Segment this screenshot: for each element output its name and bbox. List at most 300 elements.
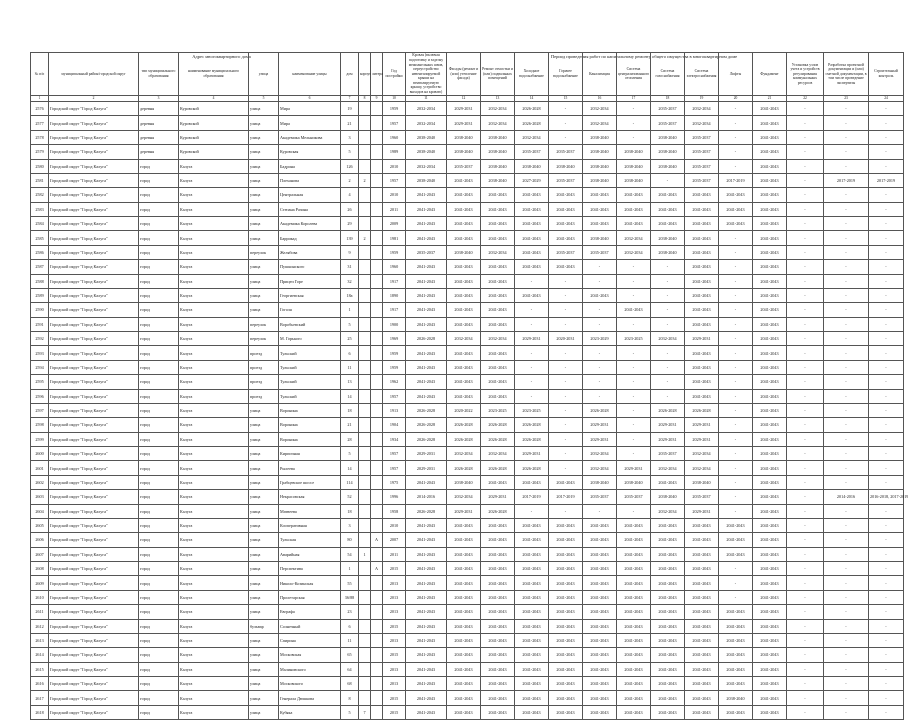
table-cell: - (869, 576, 904, 590)
table-cell: 2041-2043 (685, 633, 719, 647)
table-cell: 2041-2043 (753, 217, 787, 231)
table-row (31, 332, 904, 346)
column-header-24: Строительный контроль (869, 53, 904, 96)
table-cell: улица (249, 662, 279, 676)
table-cell (359, 648, 371, 662)
table-cell: Куровская (279, 145, 341, 159)
table-cell: - (787, 432, 824, 446)
table-cell: 1900 (383, 317, 406, 331)
table-cell: - (787, 317, 824, 331)
table-cell: 2032-2034 (447, 447, 481, 461)
table-cell: 2035-2037 (651, 447, 685, 461)
table-cell: 2041-2043 (549, 547, 583, 561)
table-cell: - (515, 274, 549, 288)
table-cell: - (869, 461, 904, 475)
table-cell (359, 389, 371, 403)
table-cell: 2041-2043 (406, 547, 447, 561)
table-cell: 2041-2043 (617, 217, 651, 231)
table-cell: Георгиевская (279, 288, 341, 302)
table-cell: Желябова (279, 245, 341, 259)
table-cell: 80 (341, 533, 359, 547)
table-cell (371, 217, 383, 231)
table-cell: город (139, 475, 179, 489)
table-cell: - (549, 504, 583, 518)
table-row (31, 705, 904, 719)
table-cell: 2041-2043 (549, 576, 583, 590)
capital-repair-table-sheet (30, 52, 908, 720)
table-cell: 2041-2043 (583, 288, 617, 302)
table-cell: 2029-2031 (651, 418, 685, 432)
table-cell: Спирина (279, 633, 341, 647)
table-cell: 1890 (383, 288, 406, 302)
table-cell (359, 662, 371, 676)
table-cell: 2026-2028 (515, 116, 549, 130)
table-cell: - (719, 461, 753, 475)
table-cell: 2041-2043 (515, 705, 549, 719)
table-cell: 2041-2043 (719, 705, 753, 719)
table-cell: - (719, 576, 753, 590)
table-cell: - (824, 590, 869, 604)
table-cell: - (549, 303, 583, 317)
table-cell: 2041-2043 (447, 389, 481, 403)
table-cell: Калуга (179, 403, 249, 417)
table-cell: 2041-2043 (447, 231, 481, 245)
table-cell (371, 418, 383, 432)
table-cell: 2041-2043 (406, 590, 447, 604)
table-row (31, 432, 904, 446)
table-cell: 2041-2043 (651, 662, 685, 676)
table-cell: 2038-2040 (515, 159, 549, 173)
table-cell: 2038-2040 (719, 691, 753, 705)
table-cell: 2041-2043 (583, 188, 617, 202)
table-row (31, 317, 904, 331)
table-cell: - (617, 360, 651, 374)
table-cell (371, 389, 383, 403)
table-cell: 2035-2037 (549, 173, 583, 187)
table-cell: 2041-2043 (753, 490, 787, 504)
table-cell: - (719, 375, 753, 389)
table-cell: - (719, 288, 753, 302)
table-cell: город (139, 403, 179, 417)
column-header-2: муниципальный район/городской округ (49, 53, 139, 96)
table-cell: город (139, 677, 179, 691)
table-cell: - (869, 159, 904, 173)
table-cell: 1981 (383, 231, 406, 245)
table-cell: - (869, 202, 904, 216)
table-cell: Калуга (179, 418, 249, 432)
table-cell: - (869, 633, 904, 647)
table-cell: Городской округ "Город Калуга" (49, 260, 139, 274)
table-cell: 2041-2043 (685, 389, 719, 403)
table-cell: - (869, 260, 904, 274)
table-cell: - (824, 303, 869, 317)
column-header-5: улица (249, 53, 279, 96)
table-row (31, 619, 904, 633)
table-cell: 2041-2043 (617, 202, 651, 216)
table-cell: 2041-2043 (406, 518, 447, 532)
table-cell: Городской округ "Город Калуга" (49, 691, 139, 705)
table-cell: Калуга (179, 173, 249, 187)
table-cell: - (787, 403, 824, 417)
table-cell: - (824, 504, 869, 518)
table-cell: 2041-2043 (481, 360, 515, 374)
table-cell: 2041-2043 (753, 202, 787, 216)
table-cell (359, 475, 371, 489)
table-cell: - (651, 303, 685, 317)
table-cell: 2041-2043 (447, 705, 481, 719)
table-cell: 2041-2043 (651, 533, 685, 547)
table-cell: 2041-2043 (685, 533, 719, 547)
table-cell: 2041-2043 (719, 547, 753, 561)
table-cell (359, 130, 371, 144)
table-cell: 2041-2043 (719, 217, 753, 231)
table-cell: 2041-2043 (406, 188, 447, 202)
table-cell: 2029-2031 (406, 447, 447, 461)
table-cell: 2589 (31, 288, 49, 302)
table-cell: 2041-2043 (583, 633, 617, 647)
table-cell: 2041-2043 (651, 590, 685, 604)
table-cell: 2579 (31, 145, 49, 159)
table-cell: город (139, 504, 179, 518)
table-cell: улица (249, 447, 279, 461)
column-number-23: 23 (824, 96, 869, 102)
table-cell: 2013 (383, 662, 406, 676)
table-cell: 2017-2019 (719, 173, 753, 187)
column-number-1: 1 (31, 96, 49, 102)
table-cell: 2013 (383, 576, 406, 590)
table-cell: Аварийная (279, 547, 341, 561)
table-cell (371, 130, 383, 144)
table-cell: Калуга (179, 159, 249, 173)
table-cell: - (583, 303, 617, 317)
table-cell: 2038-2040 (406, 130, 447, 144)
table-cell: 2586 (31, 245, 49, 259)
table-cell: Городской округ "Город Калуга" (49, 159, 139, 173)
column-header-6: наименование улицы (279, 53, 341, 96)
table-cell: 2041-2043 (515, 662, 549, 676)
table-cell: проезд (249, 346, 279, 360)
table-cell: 2041-2043 (753, 432, 787, 446)
table-cell: 2038-2040 (651, 130, 685, 144)
table-cell: - (583, 375, 617, 389)
table-cell: 2041-2043 (651, 217, 685, 231)
table-cell: 2592 (31, 332, 49, 346)
table-cell: улица (249, 691, 279, 705)
table-cell: 2041-2043 (515, 202, 549, 216)
table-cell (371, 432, 383, 446)
table-cell: 28 (341, 432, 359, 446)
table-cell: Городской округ "Город Калуга" (49, 332, 139, 346)
table-cell: 1959 (383, 360, 406, 374)
table-cell (371, 303, 383, 317)
table-cell: 2032-2034 (481, 447, 515, 461)
table-cell: 2041-2043 (617, 562, 651, 576)
table-cell: 2041-2043 (617, 576, 651, 590)
table-cell: 2041-2043 (515, 475, 549, 489)
table-cell: - (787, 130, 824, 144)
table-cell: - (824, 116, 869, 130)
table-cell: переулок (249, 245, 279, 259)
table-cell: 2041-2043 (753, 102, 787, 116)
table-cell: - (617, 130, 651, 144)
table-cell: Мира (279, 102, 341, 116)
column-header-23: Разработка проектной документации и (или) сметной документации, в том числе проведение экспертизы (824, 53, 869, 96)
table-cell: 2014-2016 (406, 490, 447, 504)
table-cell: 18 (341, 504, 359, 518)
table-cell: - (824, 245, 869, 259)
table-cell: 2038-2040 (617, 145, 651, 159)
table-cell: 2041-2043 (481, 547, 515, 561)
column-number-22: 22 (787, 96, 824, 102)
table-cell: - (787, 504, 824, 518)
table-cell: 21 (341, 418, 359, 432)
table-cell: 2041-2043 (406, 648, 447, 662)
table-cell (359, 102, 371, 116)
table-cell: 2026-2028 (447, 461, 481, 475)
table-cell: 2041-2043 (406, 303, 447, 317)
table-cell: - (719, 389, 753, 403)
table-cell: Калуга (179, 605, 249, 619)
table-cell: город (139, 173, 179, 187)
table-cell: - (787, 260, 824, 274)
table-cell (359, 418, 371, 432)
table-cell: 1969 (383, 332, 406, 346)
table-cell: 2041-2043 (685, 217, 719, 231)
table-cell: улица (249, 116, 279, 130)
table-cell: Городской округ "Город Калуга" (49, 317, 139, 331)
table-cell: 2041-2043 (447, 619, 481, 633)
table-cell: 18 (341, 403, 359, 417)
table-cell: - (787, 159, 824, 173)
table-cell: Городской округ "Город Калуга" (49, 475, 139, 489)
table-cell: 2041-2043 (481, 202, 515, 216)
table-cell: Городской округ "Город Калуга" (49, 346, 139, 360)
table-cell: 2020-2031 (549, 332, 583, 346)
table-cell (371, 518, 383, 532)
table-cell: - (869, 403, 904, 417)
table-cell: 2617 (31, 691, 49, 705)
table-cell: 2041-2043 (685, 303, 719, 317)
table-cell (359, 605, 371, 619)
table-cell: город (139, 461, 179, 475)
table-cell: Городской округ "Город Калуга" (49, 245, 139, 259)
table-cell: Калуга (179, 375, 249, 389)
column-header-11: Кровля (включая подготовку и заделку межпанельных швов, переустройство невентилируемой крыши на вентилируемую крышу, устройство выходов на кровлю) (406, 53, 447, 96)
table-cell: 2035-2037 (685, 490, 719, 504)
table-cell: - (869, 231, 904, 245)
table-cell: город (139, 202, 179, 216)
table-cell: 2041-2043 (753, 288, 787, 302)
table-cell: - (824, 346, 869, 360)
table-cell: - (824, 475, 869, 489)
table-cell: 2041-2043 (549, 562, 583, 576)
table-cell: 2599 (31, 432, 49, 446)
table-cell: Городской округ "Город Калуга" (49, 562, 139, 576)
table-cell: - (549, 432, 583, 446)
table-cell: 6 (341, 619, 359, 633)
table-cell: 2023-2029 (583, 332, 617, 346)
table-cell: 2041-2043 (481, 619, 515, 633)
table-cell: 2041-2043 (685, 245, 719, 259)
table-cell: - (824, 159, 869, 173)
table-cell: 2029-2031 (617, 461, 651, 475)
table-cell: Калуга (179, 475, 249, 489)
table-cell: 2010 (383, 188, 406, 202)
table-cell: Городской округ "Город Калуга" (49, 633, 139, 647)
table-cell: 2038-2040 (651, 145, 685, 159)
table-cell: 2608 (31, 562, 49, 576)
table-cell: - (719, 245, 753, 259)
table-cell (359, 677, 371, 691)
column-header-17: Система централизованного отопления (617, 53, 651, 96)
table-cell: 2041-2043 (753, 360, 787, 374)
table-cell: улица (249, 562, 279, 576)
table-cell: Кооперативная (279, 518, 341, 532)
table-cell: - (869, 332, 904, 346)
table-cell: - (787, 677, 824, 691)
table-cell: 2026-2028 (515, 102, 549, 116)
table-cell: - (869, 518, 904, 532)
table-cell: - (549, 102, 583, 116)
table-cell: 2032-2034 (481, 102, 515, 116)
table-cell: 5 (341, 145, 359, 159)
table-cell: Калуга (179, 662, 249, 676)
table-cell: 2041-2043 (515, 633, 549, 647)
table-cell: - (824, 389, 869, 403)
table-cell: 5 (341, 447, 359, 461)
table-cell: улица (249, 633, 279, 647)
table-cell: 2032-2034 (685, 461, 719, 475)
table-cell: 2029-2031 (515, 447, 549, 461)
table-cell: улица (249, 217, 279, 231)
table-cell: 2041-2043 (685, 518, 719, 532)
table-cell: - (549, 288, 583, 302)
table-cell: 1975 (383, 475, 406, 489)
table-cell: 2041-2043 (753, 605, 787, 619)
column-header-16: Канализация (583, 53, 617, 96)
table-cell: - (787, 389, 824, 403)
table-cell: - (651, 260, 685, 274)
table-cell: 2581 (31, 173, 49, 187)
table-row (31, 533, 904, 547)
table-cell: - (549, 447, 583, 461)
table-cell: Рылеева (279, 461, 341, 475)
table-cell: - (869, 605, 904, 619)
table-cell: 2041-2043 (515, 547, 549, 561)
table-cell: 2618 (31, 705, 49, 719)
table-cell: город (139, 691, 179, 705)
table-cell: улица (249, 231, 279, 245)
table-cell: Городской округ "Город Калуга" (49, 202, 139, 216)
table-cell: - (549, 375, 583, 389)
table-cell: 2016-2018, 2017-2019 (869, 490, 904, 504)
table-cell (359, 619, 371, 633)
table-row (31, 274, 904, 288)
table-cell: Пушкинского (279, 260, 341, 274)
table-cell (359, 691, 371, 705)
table-cell: 2041-2043 (447, 288, 481, 302)
table-cell: 2017-2019 (549, 490, 583, 504)
table-cell: 2041-2043 (753, 590, 787, 604)
table-cell: 2041-2043 (685, 346, 719, 360)
table-cell: улица (249, 547, 279, 561)
table-cell: 29 (341, 217, 359, 231)
table-cell (371, 576, 383, 590)
table-cell: 5 (341, 705, 359, 719)
table-cell: 2041-2043 (481, 590, 515, 604)
table-cell: 2032-2034 (447, 490, 481, 504)
table-cell: 2041-2043 (481, 475, 515, 489)
column-header-10: Год постройки (383, 53, 406, 96)
table-cell: 2035-2037 (583, 490, 617, 504)
table-cell: 2041-2043 (406, 231, 447, 245)
column-header-9: литера (371, 53, 383, 96)
table-cell: - (869, 648, 904, 662)
table-row (31, 461, 904, 475)
table-cell: - (719, 102, 753, 116)
table-cell (371, 619, 383, 633)
table-cell: Калуга (179, 389, 249, 403)
table-cell (359, 461, 371, 475)
table-cell: 2041-2043 (685, 562, 719, 576)
table-cell: 2041-2043 (481, 375, 515, 389)
table-cell: - (617, 317, 651, 331)
table-cell (371, 375, 383, 389)
table-cell: 2041-2043 (583, 605, 617, 619)
table-cell: - (824, 547, 869, 561)
table-cell: 2041-2043 (651, 576, 685, 590)
table-cell: Калуга (179, 533, 249, 547)
table-cell: 2015 (383, 562, 406, 576)
table-cell: 2041-2043 (515, 576, 549, 590)
table-cell: бульвар (249, 619, 279, 633)
table-cell: улица (249, 159, 279, 173)
table-cell: 31 (341, 260, 359, 274)
table-cell: 2035-2037 (447, 159, 481, 173)
table-cell (359, 504, 371, 518)
table-cell: 2041-2043 (753, 576, 787, 590)
table-cell: 2603 (31, 490, 49, 504)
table-cell: улица (249, 303, 279, 317)
table-cell: 2038-2040 (447, 145, 481, 159)
table-cell: 2035-2037 (583, 245, 617, 259)
table-cell: 2041-2043 (719, 633, 753, 647)
table-cell: 2580 (31, 159, 49, 173)
table-cell: - (549, 130, 583, 144)
table-cell: Плеханова (279, 173, 341, 187)
column-header-4: наименование муниципального образования (179, 53, 249, 96)
table-cell: Городской округ "Город Калуга" (49, 518, 139, 532)
table-cell: 2041-2043 (685, 576, 719, 590)
table-cell: 2026-2028 (481, 432, 515, 446)
table-cell: город (139, 418, 179, 432)
table-cell: 2041-2043 (651, 677, 685, 691)
table-cell: город (139, 432, 179, 446)
table-cell: - (824, 619, 869, 633)
table-cell: 2041-2043 (583, 576, 617, 590)
table-cell: 2602 (31, 475, 49, 489)
table-cell: 2041-2043 (481, 691, 515, 705)
table-cell: 14 (341, 461, 359, 475)
table-cell: 7 (359, 705, 371, 719)
table-cell: - (869, 590, 904, 604)
table-cell: Городской округ "Город Калуга" (49, 303, 139, 317)
table-cell: 2041-2043 (481, 662, 515, 676)
table-cell: 2013 (383, 633, 406, 647)
table-cell: 2017-2019 (869, 173, 904, 187)
table-cell: 2041-2043 (753, 518, 787, 532)
table-cell: - (719, 130, 753, 144)
